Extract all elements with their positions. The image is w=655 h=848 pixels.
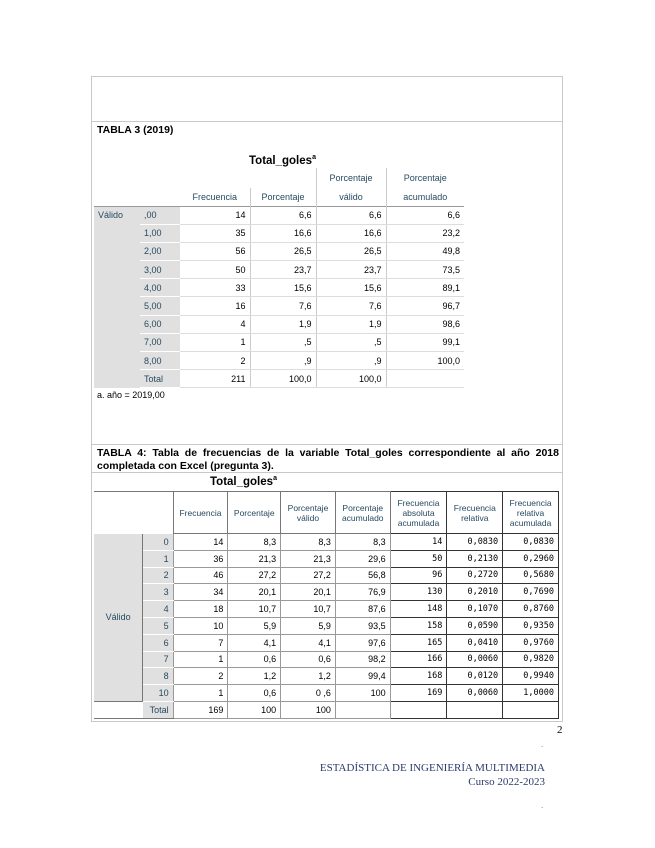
table-cell: 0,6 <box>228 651 281 668</box>
table-cell: 0,0410 <box>447 634 503 651</box>
table-cell: 100 <box>335 685 390 702</box>
table-cell: 56,8 <box>335 567 390 584</box>
table-cell: ,9 <box>250 352 316 370</box>
table-cell: 0,9820 <box>503 651 559 668</box>
table-cell: 1,9 <box>250 315 316 333</box>
table-row <box>94 668 559 685</box>
table-cell: 1,0000 <box>503 685 559 702</box>
table-row <box>94 617 559 634</box>
table-cell: 100,0 <box>316 370 386 388</box>
row-label: 0 <box>143 534 173 551</box>
table-row <box>94 550 559 567</box>
table-cell: 93,5 <box>335 617 390 634</box>
table-cell: 0,2010 <box>447 584 503 601</box>
table-cell: 99,4 <box>335 668 390 685</box>
table-cell: 0,8760 <box>503 601 559 618</box>
table-cell <box>335 701 390 718</box>
table-cell: 10,7 <box>281 601 336 618</box>
header-cell: Porcentaje <box>228 492 281 534</box>
table-cell: 50 <box>390 550 447 567</box>
table-cell: 7,6 <box>316 297 386 315</box>
table-row <box>94 584 559 601</box>
table-cell: 169 <box>390 685 447 702</box>
row-label: 5,00 <box>140 297 180 315</box>
table-cell: 0,9760 <box>503 634 559 651</box>
table-cell: 99,1 <box>386 333 464 351</box>
table-cell <box>447 701 503 718</box>
table-row <box>94 315 464 333</box>
row-group-label <box>94 242 140 260</box>
row-label: 1,00 <box>140 224 180 242</box>
table-cell: 76,9 <box>335 584 390 601</box>
table-cell: 100,0 <box>250 370 316 388</box>
table-cell: 98,2 <box>335 651 390 668</box>
table-cell: 7,6 <box>250 297 316 315</box>
page-number: 2 <box>557 724 563 736</box>
table-row <box>94 333 464 351</box>
table-cell: 100 <box>281 701 336 718</box>
table-cell: 97,6 <box>335 634 390 651</box>
row-group-label <box>94 261 140 279</box>
row-group-label <box>94 370 140 388</box>
header-cell: Frecuencia relativa acumulada <box>503 492 559 534</box>
dot-mark: . <box>541 740 544 749</box>
table-cell: 130 <box>390 584 447 601</box>
table-cell: 0,5680 <box>503 567 559 584</box>
table-cell: 1,2 <box>281 668 336 685</box>
table-cell: 0,6 <box>281 651 336 668</box>
row-group-label <box>94 279 140 297</box>
table-row <box>94 261 464 279</box>
table-cell: 73,5 <box>386 261 464 279</box>
table-cell: 23,2 <box>386 224 464 242</box>
table-cell: 46 <box>173 567 228 584</box>
table-cell: 1 <box>173 651 228 668</box>
table-row <box>94 279 464 297</box>
table-cell: 0,0590 <box>447 617 503 634</box>
divider <box>91 444 563 445</box>
row-label: 7,00 <box>140 333 180 351</box>
table-cell: ,5 <box>316 333 386 351</box>
table-row <box>94 567 559 584</box>
table-cell: 16 <box>180 297 250 315</box>
row-label: 8 <box>143 668 173 685</box>
footer-course: Curso 2022-2023 <box>468 776 545 788</box>
table-cell: 20,1 <box>281 584 336 601</box>
table-cell: 34 <box>173 584 228 601</box>
table3-note: a. año = 2019,00 <box>97 390 165 400</box>
row-group-label <box>94 297 140 315</box>
table-cell: 0,0120 <box>447 668 503 685</box>
header-cell: válido <box>316 188 386 206</box>
table-cell: 1,2 <box>228 668 281 685</box>
table-cell <box>390 701 447 718</box>
table4-caption-line2: completada con Excel (pregunta 3). <box>97 460 274 472</box>
row-label: 4 <box>143 601 173 618</box>
row-group-spacer <box>94 701 143 718</box>
row-label: ,00 <box>140 206 180 224</box>
table-cell: 1 <box>173 685 228 702</box>
table-row <box>94 352 464 370</box>
row-label: 8,00 <box>140 352 180 370</box>
header-spacer <box>94 492 143 534</box>
table-cell: 56 <box>180 242 250 260</box>
header-spacer <box>143 492 173 534</box>
table-row <box>94 651 559 668</box>
table-cell <box>386 370 464 388</box>
table-row <box>94 634 559 651</box>
table-cell: 87,6 <box>335 601 390 618</box>
table-cell: 26,5 <box>250 242 316 260</box>
table-cell: 10,7 <box>228 601 281 618</box>
table-cell: 33 <box>180 279 250 297</box>
table-row <box>94 224 464 242</box>
header-cell: Frecuencia <box>192 191 238 202</box>
table-cell: 5,9 <box>281 617 336 634</box>
row-label: 4,00 <box>140 279 180 297</box>
table-cell: 211 <box>180 370 250 388</box>
frequency-table-2018 <box>94 491 559 719</box>
header-cell: Porcentaje <box>403 173 447 183</box>
table-cell: 6,6 <box>386 206 464 224</box>
divider <box>91 121 563 122</box>
table-cell: 49,8 <box>386 242 464 260</box>
table-cell: 0,2960 <box>503 550 559 567</box>
row-label: 6 <box>143 634 173 651</box>
row-group-label <box>94 224 140 242</box>
table-row <box>94 206 464 224</box>
table4-title: Total_goles$^a$ <box>210 475 277 488</box>
row-group-label: Válido <box>94 534 143 702</box>
row-label: 10 <box>143 685 173 702</box>
table-cell: ,9 <box>316 352 386 370</box>
table-cell: 98,6 <box>386 315 464 333</box>
row-group-label <box>94 352 140 370</box>
table-cell: 50 <box>180 261 250 279</box>
table-row <box>94 242 464 260</box>
table-cell: 26,5 <box>316 242 386 260</box>
table-cell: 0,0830 <box>503 534 559 551</box>
table-cell: 0,2130 <box>447 550 503 567</box>
table-cell: 15,6 <box>250 279 316 297</box>
table-cell: 10 <box>173 617 228 634</box>
table-cell: 89,1 <box>386 279 464 297</box>
table-cell: 27,2 <box>281 567 336 584</box>
row-label: 5 <box>143 617 173 634</box>
table-cell: 158 <box>390 617 447 634</box>
header-cell: acumulado <box>403 191 448 202</box>
row-label: 6,00 <box>140 315 180 333</box>
table-cell: 16,6 <box>250 224 316 242</box>
table-cell: 14 <box>180 206 250 224</box>
table-cell: 1 <box>180 333 250 351</box>
table-cell: 148 <box>390 601 447 618</box>
header-cell: Porcentaje válido <box>281 492 336 534</box>
table-cell: 4,1 <box>228 634 281 651</box>
table-cell: 4 <box>180 315 250 333</box>
table-cell: 2 <box>180 352 250 370</box>
table-cell: 8,3 <box>281 534 336 551</box>
table-cell: 20,1 <box>228 584 281 601</box>
table-cell: 8,3 <box>228 534 281 551</box>
table-cell: 23,7 <box>250 261 316 279</box>
table-cell: 2 <box>173 668 228 685</box>
table-row <box>94 601 559 618</box>
table-cell: 35 <box>180 224 250 242</box>
table-cell: ,5 <box>250 333 316 351</box>
table-cell: 0,1070 <box>447 601 503 618</box>
table3-caption: TABLA 3 (2019) <box>97 124 174 136</box>
table-cell: 96,7 <box>386 297 464 315</box>
header-cell: Porcentaje <box>250 188 316 206</box>
row-label: Total <box>143 701 173 718</box>
table-cell: 0,7690 <box>503 584 559 601</box>
row-label: 3,00 <box>140 261 180 279</box>
row-label: Total <box>140 370 180 388</box>
table-cell: 23,7 <box>316 261 386 279</box>
row-label: 2,00 <box>140 242 180 260</box>
table-cell: 15,6 <box>316 279 386 297</box>
table-cell: 166 <box>390 651 447 668</box>
frequency-table-2019 <box>94 168 464 388</box>
table-cell: 100 <box>228 701 281 718</box>
header-cell: Porcentaje <box>316 168 386 188</box>
header-cell: Porcentaje acumulado <box>335 492 390 534</box>
row-label: 2 <box>143 567 173 584</box>
table-cell: 0 ,6 <box>281 685 336 702</box>
table-row <box>94 297 464 315</box>
table-cell: 0,2720 <box>447 567 503 584</box>
table-cell: 14 <box>390 534 447 551</box>
table-cell: 0,0830 <box>447 534 503 551</box>
table-cell: 0,9350 <box>503 617 559 634</box>
table-cell: 4,1 <box>281 634 336 651</box>
table-cell: 14 <box>173 534 228 551</box>
table-cell: 0,6 <box>228 685 281 702</box>
row-group-label <box>94 315 140 333</box>
table-cell: 165 <box>390 634 447 651</box>
table-cell: 18 <box>173 601 228 618</box>
table-cell: 21,3 <box>281 550 336 567</box>
table-row <box>94 701 559 718</box>
table-cell: 0,0060 <box>447 651 503 668</box>
header-cell: Frecuencia <box>173 492 228 534</box>
table-cell: 7 <box>173 634 228 651</box>
table-cell: 100,0 <box>386 352 464 370</box>
table-cell: 36 <box>173 550 228 567</box>
header-cell: Frecuencia relativa <box>447 492 503 534</box>
table-cell: 169 <box>173 701 228 718</box>
table-cell: 6,6 <box>316 206 386 224</box>
table4-caption-line1: TABLA 4: Tabla de frecuencias de la variable Total_goles correspondiente al año 2018 <box>97 447 559 459</box>
table-cell: 5,9 <box>228 617 281 634</box>
table-cell: 168 <box>390 668 447 685</box>
divider <box>91 472 563 473</box>
table-cell: 27,2 <box>228 567 281 584</box>
row-group-label: Válido <box>94 206 140 224</box>
table-row <box>94 534 559 551</box>
table3-title: Total_goles$^a$ <box>249 154 316 167</box>
table-cell: 96 <box>390 567 447 584</box>
table-cell: 8,3 <box>335 534 390 551</box>
row-label: 1 <box>143 550 173 567</box>
table-cell: 21,3 <box>228 550 281 567</box>
dot-mark: . <box>541 801 544 810</box>
row-label: 7 <box>143 651 173 668</box>
header-cell: Frecuencia absoluta acumulada <box>390 492 447 534</box>
table-cell: 29,6 <box>335 550 390 567</box>
footer-title: ESTADÍSTICA DE INGENIERÍA MULTIMEDIA <box>319 762 545 774</box>
table-cell: 6,6 <box>250 206 316 224</box>
table-cell: 16,6 <box>316 224 386 242</box>
row-label: 3 <box>143 584 173 601</box>
table-cell: 0,9940 <box>503 668 559 685</box>
table-row <box>94 370 464 388</box>
row-group-label <box>94 333 140 351</box>
table-cell <box>503 701 559 718</box>
table-cell: 0,0060 <box>447 685 503 702</box>
table-cell: 1,9 <box>316 315 386 333</box>
table-row <box>94 685 559 702</box>
